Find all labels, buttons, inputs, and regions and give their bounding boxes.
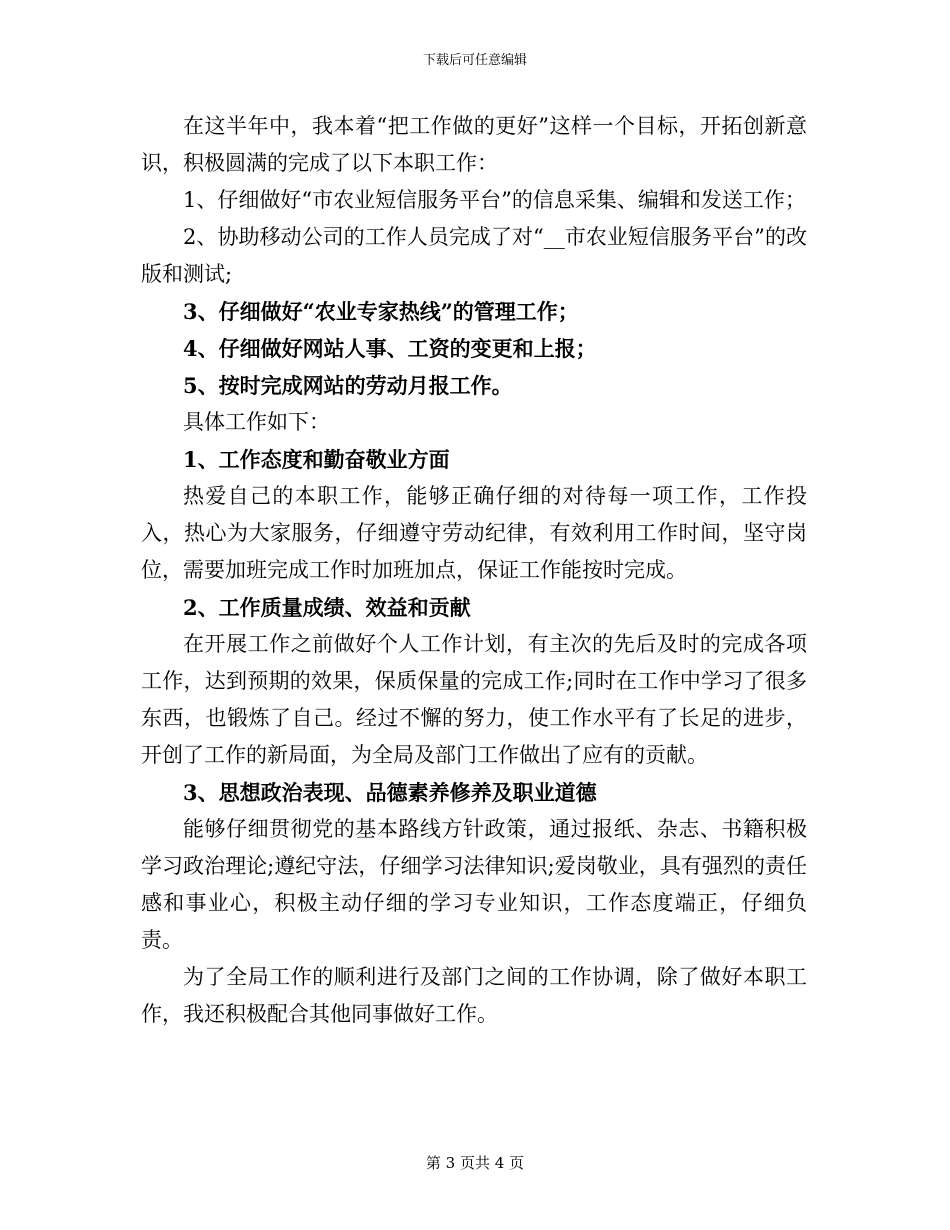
page-header: 下载后可任意编辑 bbox=[422, 53, 527, 68]
paragraph-details-intro: 具体工作如下： bbox=[183, 410, 330, 434]
paragraph-intro: 在这半年中，我本着“把工作做的更好”这样一个目标，开拓创新意识，积极圆满的完成了以下本职工作： bbox=[141, 114, 807, 175]
paragraph-item-4: 4、仔细做好网站人事、工资的变更和上报； bbox=[183, 336, 597, 361]
section-heading-ethics: 3、思想政治表现、品德素养修养及职业道德 bbox=[183, 780, 597, 805]
paragraph-item-2: 2、协助移动公司的工作人员完成了对“__市农业短信服务平台”的改版和测试; bbox=[141, 225, 807, 286]
paragraph-item-1: 1、仔细做好“市农业短信服务平台”的信息采集、编辑和发送工作； bbox=[183, 188, 806, 212]
paragraph-quality: 在开展工作之前做好个人工作计划，有主次的先后及时的完成各项工作，达到预期的效果，保质保量的完成工作;同时在工作中学习了很多东西，也锻炼了自己。经过不懈的努力，使工作水平有了长足的进步，开创了工作的新局面，为全局及部门工作做出了应有的贡献。 bbox=[141, 632, 807, 767]
document-body bbox=[141, 108, 807, 1033]
page-footer: 第 3 页共 4 页 bbox=[425, 1154, 525, 1172]
paragraph-attitude: 热爱自己的本职工作，能够正确仔细的对待每一项工作，工作投入，热心为大家服务，仔细遵守劳动纪律，有效利用工作时间，坚守岗位，需要加班完成工作时加班加点，保证工作能按时完成。 bbox=[141, 484, 807, 582]
paragraph-ethics: 能够仔细贯彻党的基本路线方针政策，通过报纸、杂志、书籍积极学习政治理论;遵纪守法，仔细学习法律知识;爱岗敬业，具有强烈的责任感和事业心，积极主动仔细的学习专业知识，工作态度端正，仔细负责。 bbox=[141, 817, 807, 952]
section-heading-quality: 2、工作质量成绩、效益和贡献 bbox=[183, 595, 471, 620]
section-heading-attitude: 1、工作态度和勤奋敬业方面 bbox=[183, 447, 450, 472]
paragraph-item-3: 3、仔细做好“农业专家热线”的管理工作； bbox=[183, 299, 579, 324]
paragraph-item-5: 5、按时完成网站的劳动月报工作。 bbox=[183, 373, 513, 398]
paragraph-cooperation: 为了全局工作的顺利进行及部门之间的工作协调，除了做好本职工作，我还积极配合其他同事做好工作。 bbox=[141, 965, 807, 1026]
